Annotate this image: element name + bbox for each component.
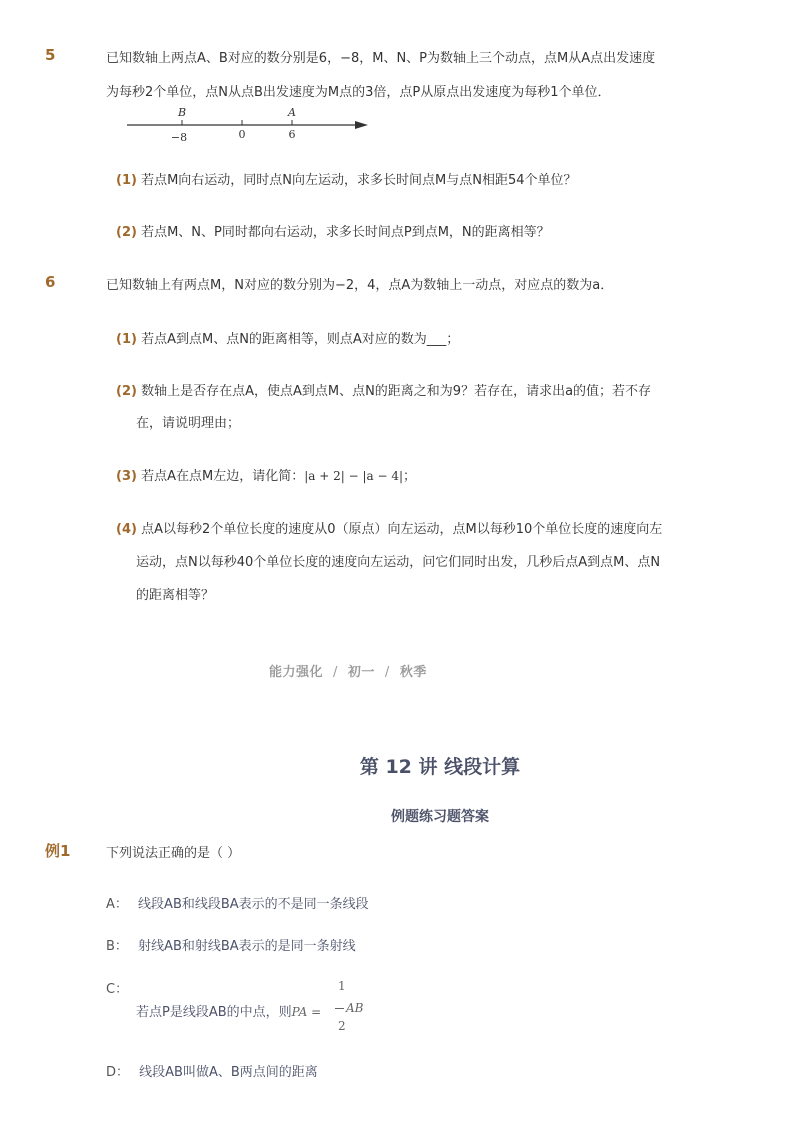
option-c-formula-lhs: PA = [291, 1005, 322, 1019]
example-label: 例1 [45, 842, 71, 860]
option-d [106, 1061, 318, 1080]
footer-course: 能力强化 [269, 665, 324, 680]
q5-part-2-text: 若点M、N、P同时都向右运动，求多长时间点P到点M，N的距离相等？ [141, 225, 550, 240]
option-b-text: 射线AB和射线BA表示的是同一条射线 [138, 939, 356, 954]
option-b [106, 935, 356, 954]
q6-part-2 [116, 380, 651, 399]
footer-season: 秋季 [399, 665, 427, 680]
option-a-label: A： [106, 897, 128, 912]
number-line-arrow-icon [355, 121, 368, 129]
q6-part-4 [116, 518, 662, 537]
q6-part-1 [116, 328, 459, 347]
number-line [120, 100, 380, 145]
q6-part-3-text: 若点A在点M左边，请化简： [141, 469, 305, 484]
q6-part-2-line1: 数轴上是否存在点A，使点A到点M、点N的距离之和为9？若存在，请求出a的值；若不存 [141, 384, 652, 399]
q6-part-4-label: (4) [116, 522, 137, 537]
q6-part-4-line2: 运动，点N以每秒40个单位长度的速度向左运动，问它们同时出发，几秒后点A到点M、点N [136, 555, 661, 570]
q5-part-1 [116, 169, 577, 188]
footer-separator: / [333, 665, 338, 680]
q5-part-1-label: (1) [116, 173, 137, 188]
option-a-text: 线段AB和线段BA表示的不是同一条线段 [138, 897, 369, 912]
point-a-label: A [288, 106, 296, 119]
question-number-5: 5 [45, 46, 56, 64]
q6-part-3-tail: ； [403, 469, 417, 484]
section-title: 例题练习题答案 [391, 809, 489, 825]
q6-part-2-label: (2) [116, 384, 137, 399]
q6-part-1-label: (1) [116, 332, 137, 347]
q5-part-2-label: (2) [116, 225, 137, 240]
q6-part-4-line3: 的距离相等？ [136, 588, 215, 603]
option-c-fraction-bar [335, 1008, 344, 1009]
footer-grade: 初一 [347, 665, 375, 680]
option-c-fraction-denominator: 2 [338, 1019, 346, 1033]
option-c-formula-rhs: AB [346, 1001, 364, 1015]
point-b-label: B [177, 106, 187, 119]
option-b-label: B： [106, 939, 128, 954]
q6-part-3-expression: |a + 2| − |a − 4| [304, 469, 404, 483]
footer-separator: / [384, 665, 390, 680]
point-a-value: 6 [288, 128, 296, 141]
option-d-label: D： [106, 1065, 130, 1080]
q6-part-1-text: 若点A到点M、点N的距离相等，则点A对应的数为___； [141, 332, 460, 347]
number-line-figure [120, 100, 380, 145]
option-a [106, 893, 369, 912]
q5-part-1-text: 若点M向右运动，同时点N向左运动，求多长时间点M与点N相距54个单位？ [141, 173, 577, 188]
option-d-text: 线段AB叫做A、B两点间的距离 [139, 1065, 318, 1080]
lesson-title: 第 12 讲 线段计算 [359, 756, 521, 778]
q6-part-2-line2: 在，请说明理由； [136, 416, 241, 431]
page-footer [269, 661, 427, 680]
q6-stem: 已知数轴上有两点M，N对应的数分别为−2，4，点A为数轴上一动点，对应点的数为a． [106, 278, 614, 293]
q5-stem-line2: 为每秒2个单位，点N从点B出发速度为M点的3倍，点P从原点出发速度为每秒1个单位． [106, 85, 611, 100]
q6-part-4-line1: 点A以每秒2个单位长度的速度从0（原点）向左运动，点M以每秒10个单位长度的速度向左 [141, 522, 663, 537]
q5-stem-line1: 已知数轴上两点A、B对应的数分别是6，−8，M、N、P为数轴上三个动点，点M从A点出发速度 [106, 51, 656, 66]
option-c-label: C： [106, 982, 129, 997]
example1-stem: 下列说法正确的是（ ） [106, 846, 241, 861]
q6-part-3 [116, 465, 416, 484]
origin-value: 0 [238, 128, 246, 141]
q6-part-3-label: (3) [116, 469, 137, 484]
option-c-fraction-numerator: 1 [338, 979, 346, 993]
point-b-value: −8 [170, 131, 188, 144]
q5-part-2 [116, 221, 550, 240]
question-number-6: 6 [45, 273, 56, 291]
option-c [136, 1001, 321, 1020]
option-c-text: 若点P是线段AB的中点，则 [136, 1005, 292, 1020]
